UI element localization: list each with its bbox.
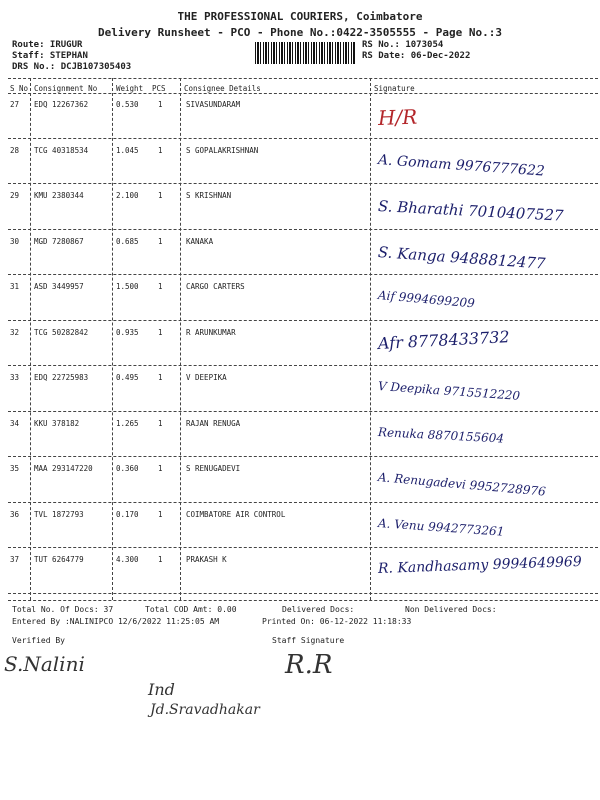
row-sno: 30: [10, 236, 20, 246]
col-divider: [180, 78, 181, 600]
row-divider: [8, 320, 598, 321]
row-consignee: COIMBATORE AIR CONTROL: [186, 509, 286, 519]
row-signature: S. Kanga 9488812477: [377, 242, 547, 273]
row-consignee: PRAKASH K: [186, 555, 227, 564]
row-divider: [8, 593, 598, 594]
row-signature: A. Venu 9942773261: [377, 515, 505, 539]
row-pcs: 1: [158, 509, 163, 519]
row-consignment-no: EDQ 22725983: [34, 373, 89, 382]
row-sno: 35: [10, 464, 20, 473]
table-header-border: [8, 93, 598, 94]
row-pcs: 1: [158, 282, 163, 291]
row-sno: 27: [10, 100, 20, 109]
row-pcs: 1: [158, 327, 163, 337]
row-consignment-no: KKU 378182: [34, 418, 80, 428]
runsheet-title: Delivery Runsheet - PCO - Phone No.:0422-3505555 - Page No.:3: [98, 26, 502, 39]
row-consignee: R ARUNKUMAR: [186, 327, 236, 337]
rs-date: RS Date: 06-Dec-2022: [362, 51, 471, 61]
row-divider: [8, 183, 598, 184]
row-consignment-no: MGD 7280867: [34, 236, 84, 246]
row-consignee: V DEEPIKA: [186, 373, 227, 382]
row-pcs: 1: [158, 236, 163, 246]
total-docs: Total No. Of Docs: 37: [12, 605, 114, 614]
col-divider: [30, 78, 31, 600]
staff-label: Staff: STEPHAN: [12, 51, 88, 61]
row-pcs: 1: [158, 555, 163, 564]
row-weight: 1.265: [116, 418, 139, 428]
row-pcs: 1: [158, 373, 163, 382]
row-signature: V Deepika 9715512220: [377, 379, 521, 403]
row-pcs: 1: [158, 191, 163, 200]
row-weight: 0.360: [116, 464, 139, 473]
row-pcs: 1: [158, 418, 163, 428]
col-header-pcs: PCS: [152, 84, 166, 93]
bottom-signature-1: Ind: [148, 680, 175, 699]
row-signature: A. Renugadevi 9952728976: [377, 470, 547, 499]
row-consignment-no: TVL 1872793: [34, 509, 84, 519]
row-sno: 37: [10, 555, 20, 564]
row-consignment-no: KMU 2380344: [34, 191, 84, 200]
row-sno: 36: [10, 509, 20, 519]
row-divider: [8, 138, 598, 139]
table-top-border: [8, 78, 598, 79]
row-divider: [8, 547, 598, 548]
row-divider: [8, 456, 598, 457]
verified-by-label: Verified By: [12, 636, 65, 645]
row-signature: S. Bharathi 7010407527: [377, 197, 564, 225]
row-signature: R. Kandhasamy 9994649969: [377, 553, 582, 577]
table-bottom-border: [8, 600, 598, 601]
row-weight: 0.530: [116, 100, 139, 109]
row-consignee: S KRISHNAN: [186, 191, 232, 200]
row-sno: 29: [10, 191, 20, 200]
staff-signature-label: Staff Signature: [272, 636, 345, 645]
col-header-consignment: Consignment No: [34, 84, 98, 93]
verified-signature: S.Nalini: [4, 652, 85, 676]
row-signature: H/R: [377, 104, 418, 130]
drs-number: DRS No.: DCJB107305403: [12, 62, 132, 72]
col-divider: [112, 78, 113, 600]
row-weight: 4.300: [116, 555, 139, 564]
row-consignee: S RENUGADEVI: [186, 464, 241, 473]
row-weight: 1.500: [116, 282, 139, 291]
col-header-signature: Signature: [374, 84, 415, 93]
col-divider: [370, 78, 371, 600]
row-consignee: RAJAN RENUGA: [186, 418, 241, 428]
row-weight: 0.170: [116, 509, 139, 519]
row-sno: 33: [10, 373, 20, 382]
col-header-sno: S No: [10, 84, 29, 93]
row-consignment-no: ASD 3449957: [34, 282, 84, 291]
row-weight: 0.935: [116, 327, 139, 337]
bottom-signature-2: Jd.Sravadhakar: [150, 702, 260, 718]
row-sno: 28: [10, 145, 20, 155]
col-header-consignee: Consignee Details: [184, 84, 261, 93]
col-header-weight: Weight: [116, 84, 144, 93]
barcode-image: [255, 42, 355, 64]
row-consignee: KANAKA: [186, 236, 214, 246]
delivered-docs: Delivered Docs:: [282, 605, 355, 614]
rs-number: RS No.: 1073054: [362, 40, 444, 50]
entered-by: Entered By :NALINIPCO 12/6/2022 11:25:05 AM: [12, 617, 220, 626]
row-divider: [8, 274, 598, 275]
row-weight: 1.045: [116, 145, 139, 155]
row-signature: Afr 8778433732: [377, 326, 511, 353]
row-pcs: 1: [158, 100, 163, 109]
row-weight: 0.685: [116, 236, 139, 246]
printed-on: Printed On: 06-12-2022 11:18:33: [262, 617, 412, 626]
row-sno: 31: [10, 282, 20, 291]
row-divider: [8, 411, 598, 412]
row-pcs: 1: [158, 464, 163, 473]
row-signature: Renuka 8870155604: [377, 424, 505, 446]
total-cod: Total COD Amt: 0.00: [145, 605, 237, 614]
row-consignment-no: MAA 293147220: [34, 464, 93, 473]
row-divider: [8, 229, 598, 230]
row-weight: 0.495: [116, 373, 139, 382]
row-weight: 2.100: [116, 191, 139, 200]
row-signature: Aif 9994699209: [377, 288, 476, 311]
row-consignment-no: TCG 50282842: [34, 327, 89, 337]
staff-signature: R.R: [285, 650, 333, 680]
company-title: THE PROFESSIONAL COURIERS, Coimbatore: [177, 10, 423, 23]
non-delivered-docs: Non Delivered Docs:: [405, 605, 497, 614]
row-consignment-no: EDQ 12267362: [34, 100, 89, 109]
row-signature: A. Gomam 9976777622: [377, 151, 546, 180]
row-consignment-no: TCG 40318534: [34, 145, 89, 155]
row-pcs: 1: [158, 145, 163, 155]
row-consignee: SIVASUNDARAM: [186, 100, 241, 109]
route-label: Route: IRUGUR: [12, 40, 83, 50]
row-divider: [8, 365, 598, 366]
row-consignee: S GOPALAKRISHNAN: [186, 145, 259, 155]
row-divider: [8, 502, 598, 503]
row-sno: 34: [10, 418, 20, 428]
row-sno: 32: [10, 327, 20, 337]
row-consignee: CARGO CARTERS: [186, 282, 245, 291]
row-consignment-no: TUT 6264779: [34, 555, 84, 564]
